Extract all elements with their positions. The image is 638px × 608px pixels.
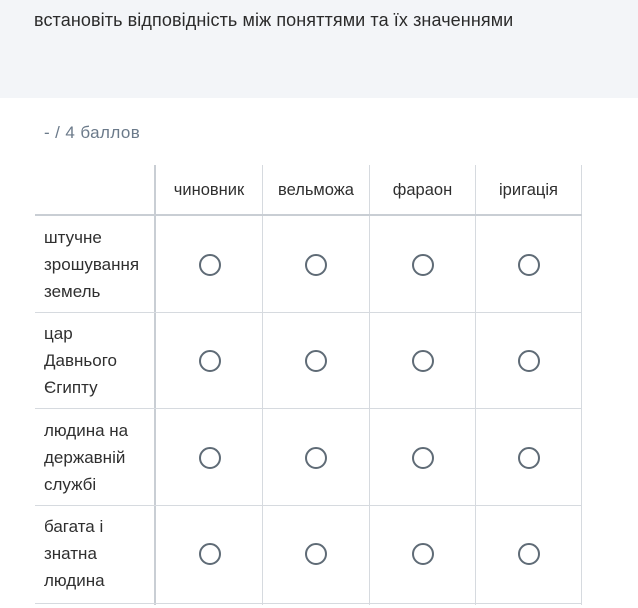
row-label-3: [44, 417, 154, 498]
radio-row2-iryhatsiia[interactable]: [518, 350, 540, 372]
row-label-1: [44, 224, 154, 305]
radio-row1-chynovnyk[interactable]: [199, 254, 221, 276]
row-label-line: Єгипту: [44, 378, 98, 397]
question-text: встановіть відповідність між поняттями та їх значеннями: [34, 10, 514, 30]
radio-row2-chynovnyk[interactable]: [199, 350, 221, 372]
radio-row4-iryhatsiia[interactable]: [518, 543, 540, 565]
radio-row3-iryhatsiia[interactable]: [518, 447, 540, 469]
column-header-faraon: фараон: [392, 180, 453, 199]
grid-divider: [35, 408, 582, 409]
row-label-line: службі: [44, 475, 97, 494]
grid-divider: [369, 165, 370, 605]
radio-row3-velmozha[interactable]: [305, 447, 327, 469]
column-header-chynovnyk: чиновник: [173, 180, 245, 199]
row-label-line: зрошування: [44, 255, 140, 274]
grid-divider: [35, 603, 582, 604]
grid-divider: [262, 165, 263, 605]
radio-row2-faraon[interactable]: [412, 350, 434, 372]
row-label-line: державній: [44, 448, 126, 467]
radio-row1-velmozha[interactable]: [305, 254, 327, 276]
row-label-line: багата і: [44, 517, 104, 536]
row-label-4: [44, 513, 154, 594]
radio-row3-faraon[interactable]: [412, 447, 434, 469]
row-label-line: штучне: [44, 228, 102, 247]
radio-row1-faraon[interactable]: [412, 254, 434, 276]
radio-row1-iryhatsiia[interactable]: [518, 254, 540, 276]
radio-row4-faraon[interactable]: [412, 543, 434, 565]
radio-row4-chynovnyk[interactable]: [199, 543, 221, 565]
grid-divider: [35, 505, 582, 506]
grid-divider: [154, 165, 156, 605]
row-label-2: [44, 320, 154, 401]
grid-divider: [35, 312, 582, 313]
grid-divider: [475, 165, 476, 605]
matching-grid: [35, 165, 582, 605]
radio-row3-chynovnyk[interactable]: [199, 447, 221, 469]
radio-row2-velmozha[interactable]: [305, 350, 327, 372]
question-header: [0, 0, 638, 98]
row-label-line: людина: [44, 571, 105, 590]
column-header-velmozha: вельможа: [278, 180, 354, 199]
row-label-line: цар: [44, 324, 73, 343]
row-label-line: людина на: [44, 421, 129, 440]
row-label-line: Давнього: [44, 351, 117, 370]
column-header-iryhatsiia: іригація: [499, 180, 558, 199]
row-label-line: земель: [44, 282, 101, 301]
radio-row4-velmozha[interactable]: [305, 543, 327, 565]
row-label-line: знатна: [44, 544, 97, 563]
grid-divider: [581, 165, 582, 605]
score-indicator: - / 4 баллов: [44, 123, 141, 142]
